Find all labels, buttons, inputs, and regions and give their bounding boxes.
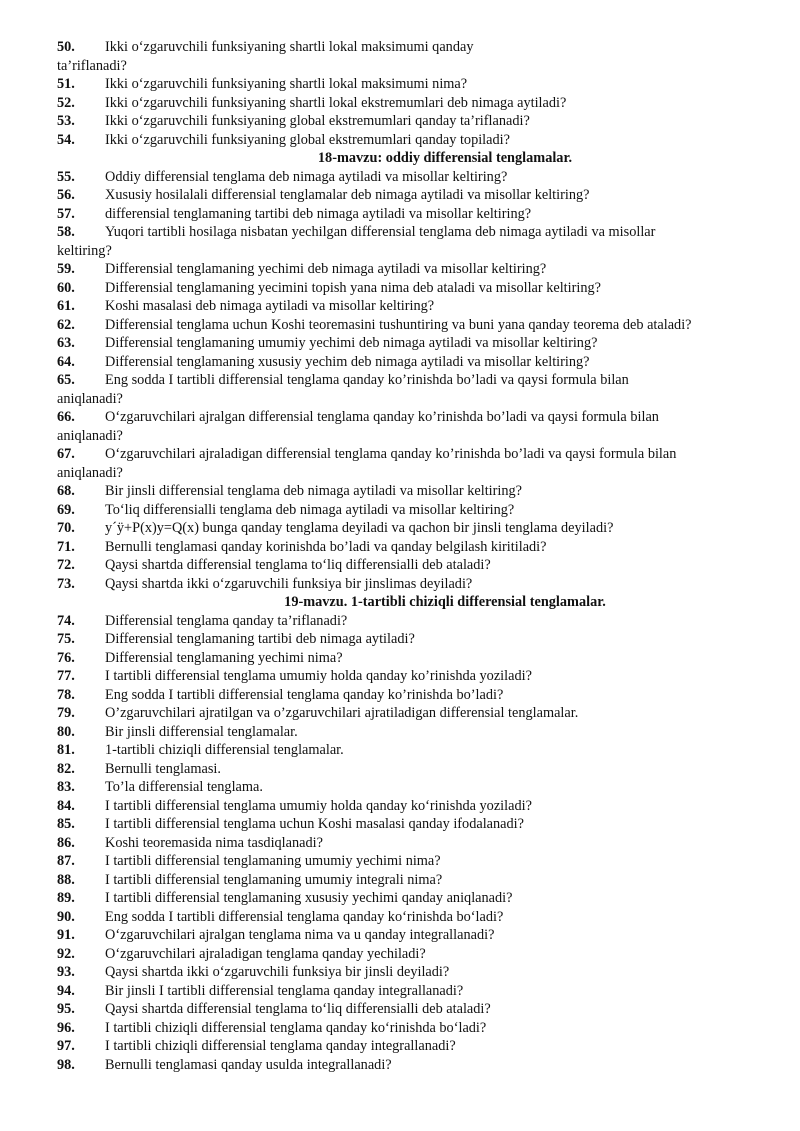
question-item <box>57 723 773 742</box>
question-text: Differensial tenglamaning yechimi deb nimaga aytiladi va misollar keltiring? <box>105 261 547 277</box>
question-item <box>57 741 773 760</box>
question-item <box>57 1019 773 1038</box>
question-item <box>57 112 773 131</box>
question-number: 88. <box>57 871 75 888</box>
question-text: Yuqori tartibli hosilaga nisbatan yechilgan differensial tenglama deb nimaga aytiladi va misollar <box>105 224 656 240</box>
question-text: O’zgaruvchilari ajratilgan va o’zgaruvchilari ajratiladigan differensial tenglamalar. <box>105 705 579 721</box>
question-text: Bir jinsli differensial tenglamalar. <box>105 723 298 740</box>
question-text: Eng sodda I tartibli differensial tenglama qanday ko‘rinishda bo‘ladi? <box>105 908 504 925</box>
question-number: 81. <box>57 742 75 758</box>
question-text: Bernulli tenglamasi qanday korinishda bo’ladi va qanday belgilash kiritiladi? <box>105 538 547 555</box>
question-number: 52. <box>57 94 75 111</box>
question-item <box>57 871 773 890</box>
question-number: 55. <box>57 168 75 185</box>
question-text: O‘zgaruvchilari ajralgan differensial tenglama qanday ko’rinishda bo’ladi va qaysi formula bilan <box>105 409 659 425</box>
question-text: Differensial tenglamaning tartibi deb nimaga aytiladi? <box>105 631 415 647</box>
question-item <box>57 519 773 538</box>
question-number: 72. <box>57 557 75 573</box>
question-number: 71. <box>57 538 75 555</box>
question-text: To‘liq differensialli tenglama deb nimaga aytiladi va misollar keltiring? <box>105 501 515 518</box>
question-item <box>57 94 773 113</box>
question-item <box>57 371 773 408</box>
question-item <box>57 131 773 150</box>
question-number: 69. <box>57 501 75 518</box>
question-text: Xususiy hosilalali differensial tenglamalar deb nimaga aytiladi va misollar keltiring? <box>105 187 590 203</box>
question-item <box>57 205 773 224</box>
question-item <box>57 1037 773 1056</box>
question-text: Differensial tenglamaning yechimi nima? <box>105 649 343 666</box>
question-item <box>57 538 773 557</box>
question-item <box>57 297 773 316</box>
question-number: 67. <box>57 446 75 462</box>
question-item <box>57 575 773 594</box>
question-number: 61. <box>57 298 75 314</box>
question-number: 84. <box>57 797 75 814</box>
question-number: 73. <box>57 575 75 592</box>
question-number: 83. <box>57 779 75 795</box>
question-number: 75. <box>57 631 75 647</box>
question-text: Bernulli tenglamasi qanday usulda integrallanadi? <box>105 1056 392 1073</box>
question-text-continuation: ta’riflanadi? <box>57 57 127 74</box>
question-number: 86. <box>57 834 75 851</box>
question-number: 95. <box>57 1001 75 1017</box>
question-number: 60. <box>57 279 75 296</box>
question-text: Ikki o‘zgaruvchili funksiyaning shartli lokal ekstremumlari deb nimaga aytiladi? <box>105 94 567 111</box>
question-number: 98. <box>57 1056 75 1073</box>
section-heading-19: 19-mavzu. 1-tartibli chiziqli differensial tenglamalar. <box>284 594 606 610</box>
question-text: Oddiy differensial tenglama deb nimaga aytiladi va misollar keltiring? <box>105 168 508 185</box>
question-text: Koshi masalasi deb nimaga aytiladi va misollar keltiring? <box>105 298 435 314</box>
question-number: 64. <box>57 353 75 370</box>
question-item <box>57 982 773 1001</box>
question-text: Differensial tenglamaning umumiy yechimi deb nimaga aytiladi va misollar keltiring? <box>105 335 598 351</box>
section-heading-18: 18-mavzu: oddiy differensial tenglamalar. <box>317 150 573 166</box>
question-number: 50. <box>57 39 75 55</box>
question-item <box>57 612 773 631</box>
question-text: Differensial tenglamaning yecimini topish yana nima deb ataladi va misollar keltiring? <box>105 279 602 296</box>
question-text: Qaysi shartda differensial tenglama to‘liq differensialli deb ataladi? <box>105 557 491 573</box>
question-item <box>57 778 773 797</box>
question-item <box>57 852 773 871</box>
question-item <box>57 889 773 908</box>
question-number: 57. <box>57 205 75 222</box>
question-item <box>57 834 773 853</box>
question-text: I tartibli differensial tenglamaning xususiy yechimi qanday aniqlanadi? <box>105 890 513 906</box>
question-text: Differensial tenglamaning xususiy yechim deb nimaga aytiladi va misollar keltiring? <box>105 353 590 370</box>
question-item <box>57 667 773 686</box>
question-item <box>57 963 773 982</box>
question-number: 89. <box>57 890 75 906</box>
question-item <box>57 501 773 520</box>
question-text-continuation: keltiring? <box>57 242 112 259</box>
question-item <box>57 186 773 205</box>
question-number: 65. <box>57 372 75 388</box>
question-number: 77. <box>57 668 75 684</box>
question-text: Ikki o‘zgaruvchili funksiyaning global ekstremumlari qanday ta’riflanadi? <box>105 113 530 129</box>
question-text-continuation: aniqlanadi? <box>57 464 123 481</box>
question-item <box>57 353 773 372</box>
question-text: I tartibli chiziqli differensial tenglama qanday integrallanadi? <box>105 1038 456 1054</box>
question-number: 58. <box>57 224 75 240</box>
question-list <box>57 38 773 1074</box>
question-number: 93. <box>57 964 75 980</box>
question-number: 54. <box>57 131 75 148</box>
question-item <box>57 649 773 668</box>
question-item <box>57 1000 773 1019</box>
question-text: I tartibli chiziqli differensial tenglama qanday ko‘rinishda bo‘ladi? <box>105 1019 487 1036</box>
question-number: 90. <box>57 908 75 925</box>
question-number: 74. <box>57 612 75 629</box>
question-number: 78. <box>57 686 75 703</box>
question-item <box>57 686 773 705</box>
question-item <box>57 334 773 353</box>
question-number: 68. <box>57 483 75 499</box>
question-text: O‘zgaruvchilari ajraladigan differensial tenglama qanday ko’rinishda bo’ladi va qaysi formula bilan <box>105 446 677 462</box>
question-number: 53. <box>57 113 75 129</box>
question-number: 56. <box>57 187 75 203</box>
question-number: 80. <box>57 723 75 740</box>
question-item <box>57 482 773 501</box>
question-item <box>57 945 773 964</box>
question-text: Koshi teoremasida nima tasdiqlanadi? <box>105 834 323 851</box>
question-text: y´ÿ+P(x)y=Q(x) bunga qanday tenglama deyiladi va qachon bir jinsli tenglama deyiladi? <box>105 520 614 536</box>
question-item <box>57 445 773 482</box>
question-text: Qaysi shartda ikki o‘zgaruvchili funksiya bir jinsli deyiladi? <box>105 964 450 980</box>
question-text: O‘zgaruvchilari ajralgan tenglama nima va u qanday integrallanadi? <box>105 927 495 943</box>
question-text: I tartibli differensial tenglama umumiy holda qanday ko‘rinishda yoziladi? <box>105 797 532 814</box>
question-number: 66. <box>57 409 75 425</box>
question-text: Qaysi shartda differensial tenglama to‘liq differensialli deb ataladi? <box>105 1001 491 1017</box>
question-number: 87. <box>57 853 75 869</box>
question-item <box>57 260 773 279</box>
question-text: I tartibli differensial tenglamaning umumiy integrali nima? <box>105 871 443 888</box>
question-item <box>57 630 773 649</box>
question-text: I tartibli differensial tenglama umumiy holda qanday ko’rinishda yoziladi? <box>105 668 532 684</box>
question-item <box>57 408 773 445</box>
question-text: Ikki o‘zgaruvchili funksiyaning shartli lokal maksimumi qanday <box>105 39 474 55</box>
question-text: I tartibli differensial tenglamaning umumiy yechimi nima? <box>105 853 441 869</box>
question-text: Bir jinsli differensial tenglama deb nimaga aytiladi va misollar keltiring? <box>105 483 523 499</box>
question-number: 82. <box>57 760 75 777</box>
question-text: differensial tenglamaning tartibi deb nimaga aytiladi va misollar keltiring? <box>105 205 532 222</box>
question-item <box>57 797 773 816</box>
question-text: Eng sodda I tartibli differensial tenglama qanday ko’rinishda bo’ladi? <box>105 686 504 703</box>
question-number: 76. <box>57 649 75 666</box>
question-text-continuation: aniqlanadi? <box>57 390 123 407</box>
question-text: Eng sodda I tartibli differensial tenglama qanday ko’rinishda bo’ladi va qaysi formula bilan <box>105 372 629 388</box>
question-text: Differensial tenglama uchun Koshi teoremasini tushuntiring va buni yana qanday teorema deb ataladi? <box>105 316 692 333</box>
question-number: 70. <box>57 520 75 536</box>
question-number: 51. <box>57 76 75 92</box>
question-item <box>57 223 773 260</box>
question-number: 94. <box>57 982 75 999</box>
questions-group-19 <box>57 612 773 1075</box>
question-number: 96. <box>57 1019 75 1036</box>
question-text: Ikki o‘zgaruvchili funksiyaning global ekstremumlari qanday topiladi? <box>105 131 510 148</box>
question-item <box>57 704 773 723</box>
question-number: 59. <box>57 261 75 277</box>
question-item <box>57 279 773 298</box>
question-text: To’la differensial tenglama. <box>105 779 263 795</box>
question-number: 85. <box>57 816 75 832</box>
question-item <box>57 556 773 575</box>
question-item <box>57 926 773 945</box>
question-text: Ikki o‘zgaruvchili funksiyaning shartli lokal maksimumi nima? <box>105 76 468 92</box>
question-text: O‘zgaruvchilari ajraladigan tenglama qanday yechiladi? <box>105 945 426 962</box>
question-item <box>57 760 773 779</box>
question-number: 97. <box>57 1038 75 1054</box>
question-text-continuation: aniqlanadi? <box>57 427 123 444</box>
question-number: 92. <box>57 945 75 962</box>
question-item <box>57 38 773 75</box>
questions-group-18 <box>57 168 773 594</box>
question-item <box>57 75 773 94</box>
question-number: 79. <box>57 705 75 721</box>
question-text: Bir jinsli I tartibli differensial tenglama qanday integrallanadi? <box>105 982 464 999</box>
question-item <box>57 316 773 335</box>
question-number: 91. <box>57 927 75 943</box>
question-text: 1-tartibli chiziqli differensial tenglamalar. <box>105 742 344 758</box>
question-item <box>57 908 773 927</box>
question-item <box>57 815 773 834</box>
question-text: Differensial tenglama qanday ta’riflanadi? <box>105 612 348 629</box>
question-item <box>57 1056 773 1075</box>
question-number: 63. <box>57 335 75 351</box>
questions-group-17 <box>57 38 773 149</box>
question-item <box>57 168 773 187</box>
question-text: Qaysi shartda ikki o‘zgaruvchili funksiya bir jinslimas deyiladi? <box>105 575 473 592</box>
question-text: Bernulli tenglamasi. <box>105 760 221 777</box>
question-text: I tartibli differensial tenglama uchun Koshi masalasi qanday ifodalanadi? <box>105 816 524 832</box>
question-number: 62. <box>57 316 75 333</box>
